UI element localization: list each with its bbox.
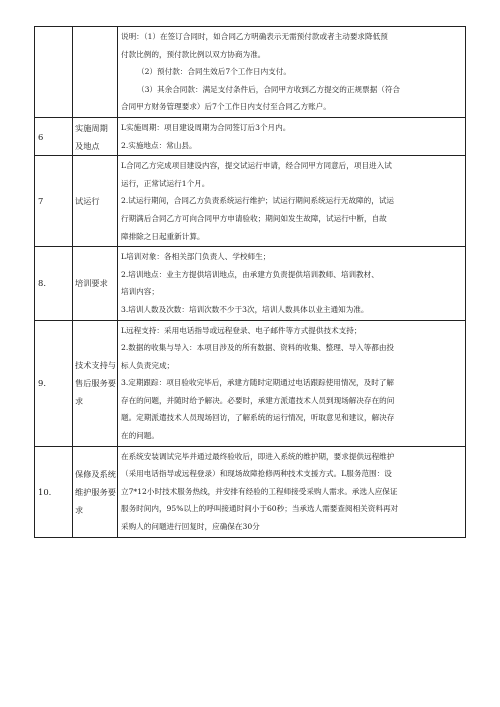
content-line: 在系统安装调试完毕并通过最终验收后，即进入系统的维护期，要求提供远程维护	[121, 451, 395, 461]
row-title-line: 技术支持与	[75, 360, 116, 371]
content-line: （3）其余合同款：满足支付条件后，合同甲方收到乙方提交的正规票据（符合	[137, 84, 401, 94]
row-title-line: 实施周期	[75, 122, 108, 133]
row-title	[73, 117, 118, 155]
table-row	[35, 156, 466, 247]
content-line: 3.定期跟踪：项目验收完毕后，承建方随时定期通过电话跟踪使用情况，及时了解	[121, 378, 395, 388]
content-line: 2.试运行期间，合同乙方负责系统运行维护；试运行期间系统运行无故障的，试运	[121, 196, 395, 206]
row-title-line: 保修及系统	[75, 468, 116, 479]
content-line: 2.培训地点：业主方提供培训地点，由承建方负责提供培训教师、培训教材、	[121, 269, 379, 279]
table-row	[35, 320, 466, 446]
row-content	[118, 446, 466, 537]
row-title-line: 维护服务要	[75, 486, 116, 497]
row-content	[118, 320, 466, 446]
content-line: 采购人的问题进行回复时，应确保在30分	[121, 522, 260, 532]
content-line: 在的问题。	[121, 431, 159, 441]
content-line: 培训内容；	[121, 287, 159, 297]
content-line: 付款比例的，预付款比例以双方协商为准。	[121, 49, 266, 59]
row-number	[35, 117, 73, 155]
content-line: 题。定期派遣技术人员现场回访，了解系统的运行情况，听取意见和建议，解决存	[121, 413, 395, 423]
content-line: L实施周期：项目建设周期为合同签订后3个月内。	[121, 122, 291, 132]
row-title	[73, 247, 118, 320]
content-line: L远程支持：采用电话指导或远程登录、电子邮件等方式提供技术支持；	[121, 325, 362, 335]
content-line: 障排除之日起重新计算。	[121, 231, 205, 241]
row-number	[35, 446, 73, 537]
row-number	[35, 247, 73, 320]
row-title-line: 试运行	[75, 196, 100, 207]
content-line: （2）预付款：合同生效后7个工作日内支付。	[137, 67, 291, 77]
table-row	[35, 117, 466, 155]
content-line: 立7*12小时技术服务热线，并安排有经验的工程师接受采购人需求。承选人应保证	[121, 486, 398, 496]
content-line: 运行，正常试运行1个月。	[121, 178, 210, 188]
row-title	[73, 446, 118, 537]
row-number	[35, 27, 73, 118]
table-body	[35, 27, 466, 538]
content-line: L合同乙方完成项目建设内容，提交试运行申请，经合同甲方同意后，项目进入试	[121, 161, 392, 171]
row-title	[73, 320, 118, 446]
row-title	[73, 156, 118, 247]
content-line: 服务时间内，95%以上的呼叫接通时间小于60秒；当承选人需要查阅相关资料再对	[121, 504, 399, 514]
table-row	[35, 27, 466, 118]
row-number-text: 10.	[38, 486, 52, 497]
requirements-document	[34, 26, 466, 538]
content-line: 2.实施地点：常山县。	[121, 140, 197, 150]
content-line: 3.培训人数及次数：培训次数不少于3次，培训人数具体以业主通知为准。	[121, 304, 369, 314]
content-line: 合同甲方财务管理要求）后7个工作日内支付至合同乙方账户。	[121, 102, 331, 112]
row-title-line: 求	[75, 396, 84, 407]
row-title	[73, 27, 118, 118]
row-number-text: 6	[38, 131, 44, 142]
row-content	[118, 27, 466, 118]
row-content	[118, 117, 466, 155]
table-row	[35, 247, 466, 320]
requirements-table	[34, 26, 466, 538]
content-line: 标人负责完成；	[121, 360, 175, 370]
content-line: 行期满后合同乙方可向合同甲方申请验收；期间如发生故障，试运行中断，自故	[121, 213, 387, 223]
table-row	[35, 446, 466, 537]
row-content	[118, 156, 466, 247]
row-number-text: 9.	[38, 378, 46, 389]
content-line: 说明：（1）在签订合同时，如合同乙方明确表示无需预付款或者主动要求降低预	[121, 32, 388, 41]
content-line: 2.数据的收集与导入：本项目涉及的所有数据、资料的收集、整理、导入等都由投	[121, 343, 395, 353]
row-number	[35, 156, 73, 247]
row-number	[35, 320, 73, 446]
row-title-line: 售后服务要	[75, 378, 116, 389]
content-line: （采用电话指导或远程登录）和现场故障抢修两种技术支援方式。L服务范围：设	[121, 469, 392, 479]
row-title-line: 求	[75, 504, 84, 515]
row-title-line: 及地点	[75, 140, 100, 151]
content-line: L培训对象：各相关部门负责人、学校师生；	[121, 252, 271, 262]
row-number-text: 8.	[38, 278, 46, 289]
row-title-line: 培训要求	[75, 278, 108, 289]
row-number-text: 7	[38, 196, 44, 207]
content-line: 存在的问题，并随时给予解决。必要时，承建方派遣技术人员到现场解决存在的问	[121, 395, 395, 405]
row-content	[118, 247, 466, 320]
